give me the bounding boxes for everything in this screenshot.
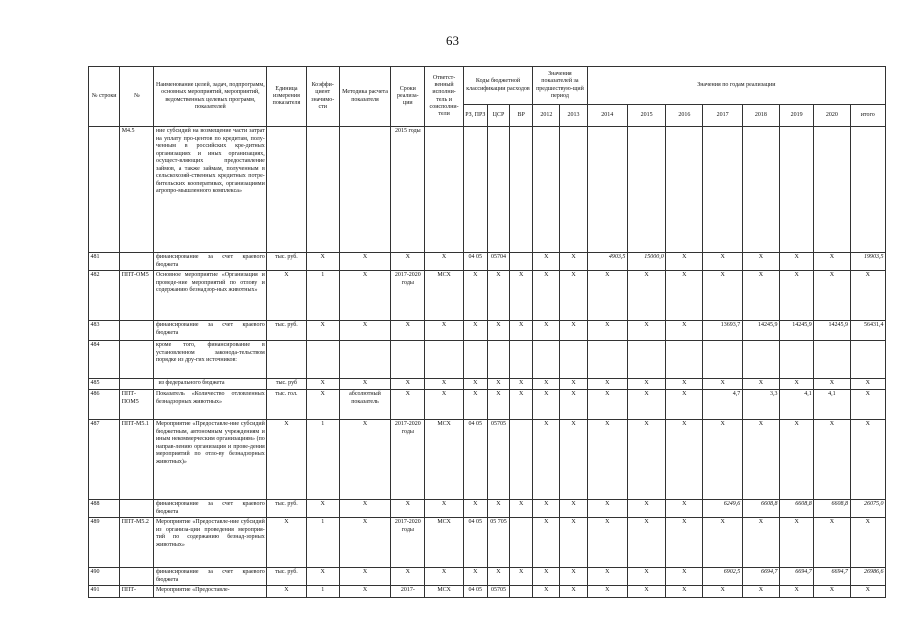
row-name: финансирование за счет краевого бюджета [154, 500, 267, 518]
row-method: Х [339, 586, 390, 598]
row-2015: Х [627, 568, 665, 586]
row-rz: Х [463, 568, 487, 586]
row-term: 2017-2020 годы [391, 518, 425, 568]
row-2016: Х [666, 420, 703, 500]
row-2016: Х [666, 586, 703, 598]
row-vr [510, 420, 533, 500]
row-term: 2017-2020 годы [391, 420, 425, 500]
row-method: Х [339, 568, 390, 586]
row-2015: Х [627, 390, 665, 420]
row-2015: Х [627, 271, 665, 321]
row-total: Х [850, 586, 885, 598]
header-2012: 2012 [533, 105, 560, 127]
row-vr: Х [510, 568, 533, 586]
row-coef: 1 [306, 420, 339, 500]
row-2017: 6249,6 [703, 500, 742, 518]
row-coef: Х [306, 500, 339, 518]
table-row [89, 341, 886, 379]
row-2020: 14245,9 [814, 321, 850, 341]
row-2015: Х [627, 518, 665, 568]
row-2019: Х [780, 420, 814, 500]
row-number [89, 127, 120, 253]
row-number: 487 [89, 420, 120, 500]
row-number: 486 [89, 390, 120, 420]
row-code [120, 253, 154, 271]
row-name: ние субсидий на возмещение части затрат на уплату про-центов по кредитам, полу-ченным в российских кре-дитных организациях и иных организациях, осущест-вляющих предоставление займов, а также займам, полученным в сельскохозяй-ственных кредитных потре-бительских кооперативах, организациями агропро-мышленного комплекса» [154, 127, 267, 253]
row-csr: 05704 [487, 253, 509, 271]
row-coef: 1 [306, 518, 339, 568]
row-2017: Х [703, 253, 742, 271]
row-rz: Х [463, 379, 487, 390]
table-row [89, 127, 886, 253]
row-csr: Х [487, 379, 509, 390]
row-2020: Х [814, 271, 850, 321]
row-rz: 04 05 [463, 586, 487, 598]
row-number: 484 [89, 341, 120, 379]
row-total: Х [850, 379, 885, 390]
row-2014: Х [587, 271, 627, 321]
row-unit: Х [267, 586, 306, 598]
row-2015: Х [627, 500, 665, 518]
row-method: Х [339, 379, 390, 390]
row-number: 488 [89, 500, 120, 518]
header-coef: Коэффи-циент значимо-сти [306, 67, 339, 127]
header-resp: Ответст-венный исполни-тель и соисполни-тели [425, 67, 463, 127]
row-number: 489 [89, 518, 120, 568]
row-resp: МСХ [425, 420, 463, 500]
row-csr: 05705 [487, 586, 509, 598]
row-2015: Х [627, 420, 665, 500]
row-vr: Х [510, 500, 533, 518]
row-total: 19903,5 [850, 253, 885, 271]
row-code: ППТ-ОМ5 [120, 271, 154, 321]
row-unit: Х [267, 518, 306, 568]
row-total: 56431,4 [850, 321, 885, 341]
row-name: финансирование за счет краевого бюджета [154, 253, 267, 271]
row-total: Х [850, 390, 885, 420]
row-number: 491 [89, 586, 120, 598]
row-2016: Х [666, 500, 703, 518]
row-rz: 04 05 [463, 518, 487, 568]
row-2018: Х [742, 253, 779, 271]
row-csr: Х [487, 390, 509, 420]
page-number: 63 [446, 33, 459, 48]
row-2017: Х [703, 518, 742, 568]
row-2018: 6694,7 [742, 568, 779, 586]
row-unit: Х [267, 420, 306, 500]
row-number: 481 [89, 253, 120, 271]
row-total: Х [850, 420, 885, 500]
row-2013: Х [560, 568, 587, 586]
row-resp: Х [425, 379, 463, 390]
header-total: итого [850, 105, 885, 127]
row-2014: Х [587, 586, 627, 598]
row-csr: 05 705 [487, 518, 509, 568]
row-2016: Х [666, 271, 703, 321]
row-2013: Х [560, 271, 587, 321]
row-total: Х [850, 271, 885, 321]
row-resp: Х [425, 390, 463, 420]
row-2017: Х [703, 420, 742, 500]
header-2018: 2018 [742, 105, 779, 127]
row-2018: Х [742, 379, 779, 390]
row-2014: 4903,5 [587, 253, 627, 271]
row-method: Х [339, 420, 390, 500]
row-term: Х [391, 390, 425, 420]
row-term: Х [391, 253, 425, 271]
row-vr [510, 518, 533, 568]
row-2017: Х [703, 271, 742, 321]
row-name: Мероприятие «Предоставле-ние субсидий из организа-ции проведения мероприя-тий по содержанию безнад-зорных животных» [154, 518, 267, 568]
header-2016: 2016 [666, 105, 703, 127]
header-prev: Значения показателей за предшествую-щий период [533, 67, 587, 105]
row-2012: Х [533, 253, 560, 271]
row-2016: Х [666, 568, 703, 586]
row-2017: 4,7 [703, 390, 742, 420]
table-row [89, 390, 886, 420]
row-2017: 13693,7 [703, 321, 742, 341]
row-number: 490 [89, 568, 120, 586]
row-number: 483 [89, 321, 120, 341]
row-unit: тыс. руб. [267, 321, 306, 341]
row-2019: 6608,8 [780, 500, 814, 518]
row-2015: Х [627, 321, 665, 341]
table-row [89, 420, 886, 500]
header-2015: 2015 [627, 105, 665, 127]
row-2019: Х [780, 271, 814, 321]
row-2017: 6902,5 [703, 568, 742, 586]
row-2013: Х [560, 321, 587, 341]
row-coef: Х [306, 390, 339, 420]
row-2015: Х [627, 586, 665, 598]
header-codes: Коды бюджетной классификации расходов [463, 67, 533, 105]
row-method: Х [339, 321, 390, 341]
row-2014: Х [587, 568, 627, 586]
row-2012: Х [533, 586, 560, 598]
row-code [120, 341, 154, 379]
row-2012: Х [533, 321, 560, 341]
row-2013: Х [560, 518, 587, 568]
row-2020: 4,1 [814, 390, 850, 420]
header-rz: РЗ, ПРЗ [463, 105, 487, 127]
row-vr: Х [510, 379, 533, 390]
row-2019: 14245,9 [780, 321, 814, 341]
header-name: Наименование целей, задач, подпрограмм, основных мероприятий, мероприятий, ведомственных целевых программ, показателей [154, 67, 267, 127]
row-term: Х [391, 500, 425, 518]
row-rz: Х [463, 321, 487, 341]
table-row [89, 321, 886, 341]
row-2012: Х [533, 271, 560, 321]
header-2017: 2017 [703, 105, 742, 127]
row-term: Х [391, 321, 425, 341]
header-2020: 2020 [814, 105, 850, 127]
row-number: 482 [89, 271, 120, 321]
row-term: Х [391, 379, 425, 390]
row-2018: 6608,8 [742, 500, 779, 518]
header-method: Методика расчета показателя [339, 67, 390, 127]
row-name: Мероприятие «Предоставле-ние субсидий бюджетным, автономным учреждениям и иным некоммерческим организациям» (по направ-лению организация и прове-дения мероприятий по отло-ву безнадзорных животных)» [154, 420, 267, 500]
row-resp: МСХ [425, 586, 463, 598]
row-coef: Х [306, 253, 339, 271]
row-2019: Х [780, 379, 814, 390]
row-2020: Х [814, 253, 850, 271]
row-term: 2017- [391, 586, 425, 598]
row-method: Х [339, 271, 390, 321]
row-coef: Х [306, 321, 339, 341]
header-2013: 2013 [560, 105, 587, 127]
row-2016: Х [666, 518, 703, 568]
row-name: Основное мероприятие «Организация и проведе-ние мероприятий по отлову и содержанию безнадзор-ных животных» [154, 271, 267, 321]
row-2014: Х [587, 321, 627, 341]
row-vr [510, 253, 533, 271]
row-name: Мероприятие «Предоставле- [154, 586, 267, 598]
row-2016: Х [666, 253, 703, 271]
row-coef: Х [306, 568, 339, 586]
row-2014: Х [587, 518, 627, 568]
row-code: ППТ-ПОМ5 [120, 390, 154, 420]
row-2018: Х [742, 420, 779, 500]
table-row [89, 379, 886, 390]
row-2019: 6694,7 [780, 568, 814, 586]
row-2012: Х [533, 518, 560, 568]
row-resp: МСХ [425, 518, 463, 568]
row-csr: Х [487, 271, 509, 321]
row-csr: Х [487, 500, 509, 518]
row-vr [510, 586, 533, 598]
row-method: Х [339, 253, 390, 271]
row-resp: Х [425, 253, 463, 271]
row-2013: Х [560, 420, 587, 500]
row-code [120, 568, 154, 586]
row-2013: Х [560, 500, 587, 518]
row-2015: Х [627, 379, 665, 390]
row-2014: Х [587, 420, 627, 500]
row-method: Х [339, 518, 390, 568]
row-2014: Х [587, 379, 627, 390]
row-unit: тыс. руб. [267, 500, 306, 518]
row-2012: Х [533, 568, 560, 586]
row-2020: 6608,8 [814, 500, 850, 518]
row-2012: Х [533, 420, 560, 500]
row-code: ППТ-М5.2 [120, 518, 154, 568]
header-vr: ВР [510, 105, 533, 127]
row-2013: Х [560, 390, 587, 420]
row-2012: Х [533, 500, 560, 518]
row-2020: 6694,7 [814, 568, 850, 586]
row-vr: Х [510, 390, 533, 420]
row-2014: Х [587, 500, 627, 518]
row-2012: Х [533, 390, 560, 420]
row-coef: Х [306, 379, 339, 390]
header-unit: Единица измерения показателя [267, 67, 306, 127]
row-total: 26986,6 [850, 568, 885, 586]
table-row [89, 518, 886, 568]
header-2014: 2014 [587, 105, 627, 127]
row-2014: Х [587, 390, 627, 420]
row-rz: 04 05 [463, 253, 487, 271]
row-number: 485 [89, 379, 120, 390]
table-row [89, 586, 886, 598]
row-2016: Х [666, 390, 703, 420]
table-row [89, 500, 886, 518]
row-2013: Х [560, 253, 587, 271]
row-method: Х [339, 500, 390, 518]
row-name: финансирование за счет краевого бюджета [154, 568, 267, 586]
row-unit: тыс. руб. [267, 253, 306, 271]
row-unit: тыс. руб. [267, 568, 306, 586]
row-name: финансирование за счет краевого бюджета [154, 321, 267, 341]
row-rz: 04 05 [463, 420, 487, 500]
row-2013: Х [560, 586, 587, 598]
row-2018: Х [742, 518, 779, 568]
row-2020: Х [814, 586, 850, 598]
table-row [89, 568, 886, 586]
header-csr: ЦСР [487, 105, 509, 127]
row-2019: 4,1 [780, 390, 814, 420]
row-csr: 05705 [487, 420, 509, 500]
row-vr: Х [510, 271, 533, 321]
row-coef: 1 [306, 271, 339, 321]
row-2018: 3,3 [742, 390, 779, 420]
row-unit: тыс. руб [267, 379, 306, 390]
row-2020: Х [814, 379, 850, 390]
row-unit: Х [267, 271, 306, 321]
row-method: абсолютный показатель [339, 390, 390, 420]
header-values: Значения по годам реализации [587, 67, 885, 105]
row-2018: Х [742, 271, 779, 321]
row-rz: Х [463, 500, 487, 518]
row-2016: Х [666, 321, 703, 341]
row-resp: Х [425, 321, 463, 341]
row-term: Х [391, 568, 425, 586]
row-name: Показатель «Количество отловленных безнадзорных животных» [154, 390, 267, 420]
row-resp: Х [425, 568, 463, 586]
table-row [89, 271, 886, 321]
header-no: № [120, 67, 154, 127]
row-term: 2017-2020 годы [391, 271, 425, 321]
row-2020: Х [814, 518, 850, 568]
row-term: 2015 годы [391, 127, 425, 253]
row-2013: Х [560, 379, 587, 390]
row-total: Х [850, 518, 885, 568]
row-resp: МСХ [425, 271, 463, 321]
row-2018: 14245,9 [742, 321, 779, 341]
header-row-no: № строки [89, 67, 120, 127]
program-table [88, 66, 886, 598]
row-2017: Х [703, 586, 742, 598]
header-term: Сроки реализа-ции [391, 67, 425, 127]
row-2018: Х [742, 586, 779, 598]
row-code: ППТ-М5.1 [120, 420, 154, 500]
row-csr: Х [487, 568, 509, 586]
row-csr: Х [487, 321, 509, 341]
row-coef: 1 [306, 586, 339, 598]
row-code [120, 379, 154, 390]
row-2012: Х [533, 379, 560, 390]
row-2016: Х [666, 379, 703, 390]
row-rz: Х [463, 390, 487, 420]
row-2019: Х [780, 253, 814, 271]
row-unit: тыс. гол. [267, 390, 306, 420]
row-2015: 15000,0 [627, 253, 665, 271]
row-2017: Х [703, 379, 742, 390]
row-rz: Х [463, 271, 487, 321]
table-row [89, 253, 886, 271]
row-code [120, 321, 154, 341]
row-code: М4.5 [120, 127, 154, 253]
row-2020: Х [814, 420, 850, 500]
header-2019: 2019 [780, 105, 814, 127]
row-2019: Х [780, 518, 814, 568]
row-name: из федерального бюджета [154, 379, 267, 390]
row-name: кроме того, финансирование в установленном законода-тельством порядке из дру-гих источников: [154, 341, 267, 379]
row-total: 26075,0 [850, 500, 885, 518]
row-code: ППТ- [120, 586, 154, 598]
row-resp: Х [425, 500, 463, 518]
row-vr: Х [510, 321, 533, 341]
row-2019: Х [780, 586, 814, 598]
row-code [120, 500, 154, 518]
